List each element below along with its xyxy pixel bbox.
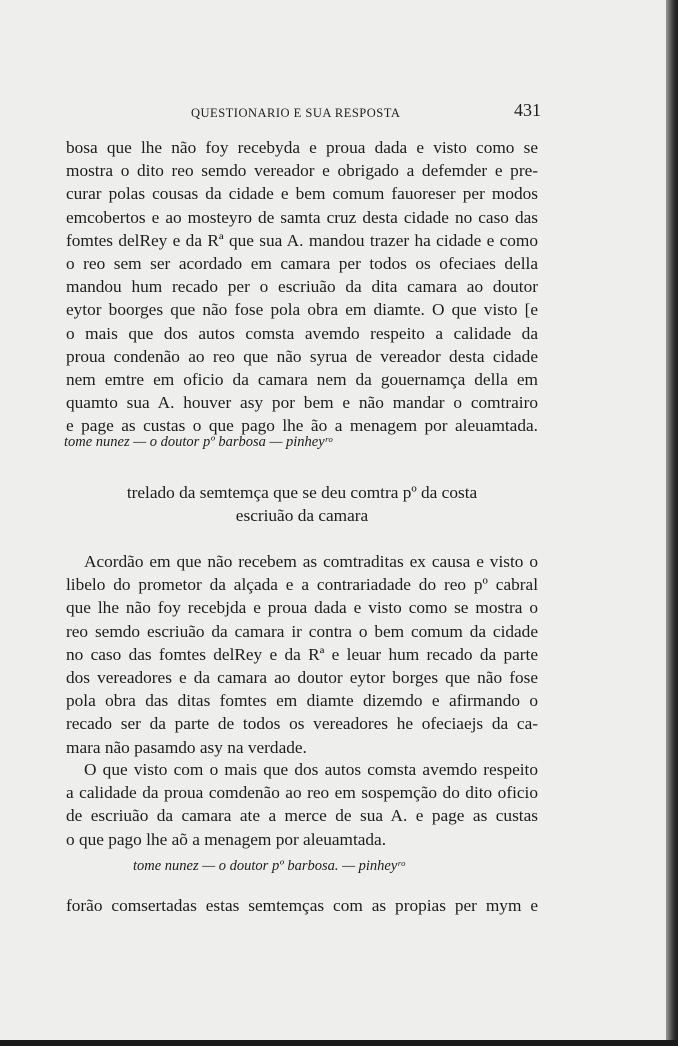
text-line: e page as custas o que pago lhe ão a menagem por aleuamtada. <box>66 416 538 436</box>
text-line: mandou hum recado per o escriuão da dita camara ao doutor <box>66 277 538 297</box>
text-line: no caso das fomtes delRey e da Rª e leuar hum recado da parte <box>66 644 538 664</box>
text-line: o que pago lhe aõ a menagem por aleuamtada. <box>66 829 387 849</box>
text-line: recado ser da parte de todos os vereadores he ofeciaejs da ca- <box>66 714 538 734</box>
text-line: fomtes delRey e da Rª que sua A. mandou trazer ha cidade e como <box>66 230 538 250</box>
signature-line: tome nunez — o doutor pº barbosa. — pinheyʳᵒ <box>133 858 405 874</box>
text-line: nem emtre em oficio da camara nem da gouernamça della em <box>66 370 538 390</box>
text-line: mostra o dito reo semdo vereador e obrigado a defemder e pre- <box>66 161 538 181</box>
section-title-line: trelado da semtemça que se deu comtra pº da costa <box>126 483 478 502</box>
page-header <box>66 100 541 126</box>
book-edge <box>666 0 678 1046</box>
text-line: O que visto com o mais que dos autos comsta avemdo respeito <box>84 760 538 779</box>
scan-border <box>0 1040 678 1046</box>
text-line: bosa que lhe não foy recebyda e proua dada e visto como se <box>66 138 538 157</box>
text-line: mara não pasamdo asy na verdade. <box>66 737 307 757</box>
text-line: emcobertos e ao mosteyro de samta cruz desta cidade no caso das <box>66 207 538 227</box>
signature-line: tome nunez — o doutor pº barbosa — pinheyʳᵒ <box>64 434 333 450</box>
paragraph-closing <box>66 894 538 917</box>
text-line: pola obra das ditas fomtes em diamte dizemdo e afirmando o <box>66 691 538 711</box>
text-line: forão comsertadas estas semtemças com as propias per mym e <box>66 896 538 915</box>
paragraph-judgment-continuation <box>66 136 538 438</box>
text-line: que lhe não foy recebjda e proua dada e visto como se mostra o <box>66 598 538 618</box>
text-line: proua condenão ao reo que não syrua de vereador desta cidade <box>66 346 538 366</box>
text-line: o reo sem ser acordado em camara per todos os ofeciaes della <box>66 254 538 274</box>
paragraph-ruling <box>66 758 538 851</box>
page-number: 431 <box>514 100 541 120</box>
text-line: libelo do prometor da alçada e a contrariadade do reo pº cabral <box>66 575 538 595</box>
text-line: Acordão em que não recebem as comtraditas ex causa e visto o <box>84 552 538 571</box>
text-line: curar polas cousas da cidade e bem comum fauoreser per modos <box>66 184 538 204</box>
text-line: eytor boorges que não fose pola obra em diamte. O que visto [e <box>66 300 538 320</box>
text-line: de escriuão da camara ate a merce de sua A. e page as custas <box>66 806 538 826</box>
paragraph-sentence <box>66 550 538 759</box>
text-line: a calidade da proua comdenão ao reo em sospemção do dito oficio <box>66 783 538 803</box>
text-line: quamto sua A. houver asy por bem e não mandar o comtrairo <box>66 393 538 413</box>
section-title-line: escriuão da camara <box>235 506 369 525</box>
text-line: dos vereadores e da camara ao doutor eytor borges que não fose <box>66 668 538 688</box>
text-line: o mais que dos autos comsta avemdo respeito a calidade da <box>66 323 538 343</box>
running-head: QUESTIONARIO E SUA RESPOSTA <box>191 106 401 120</box>
section-title <box>66 481 538 527</box>
text-line: reo semdo escriuão da camara ir contra o bem comum da cidade <box>66 621 538 641</box>
